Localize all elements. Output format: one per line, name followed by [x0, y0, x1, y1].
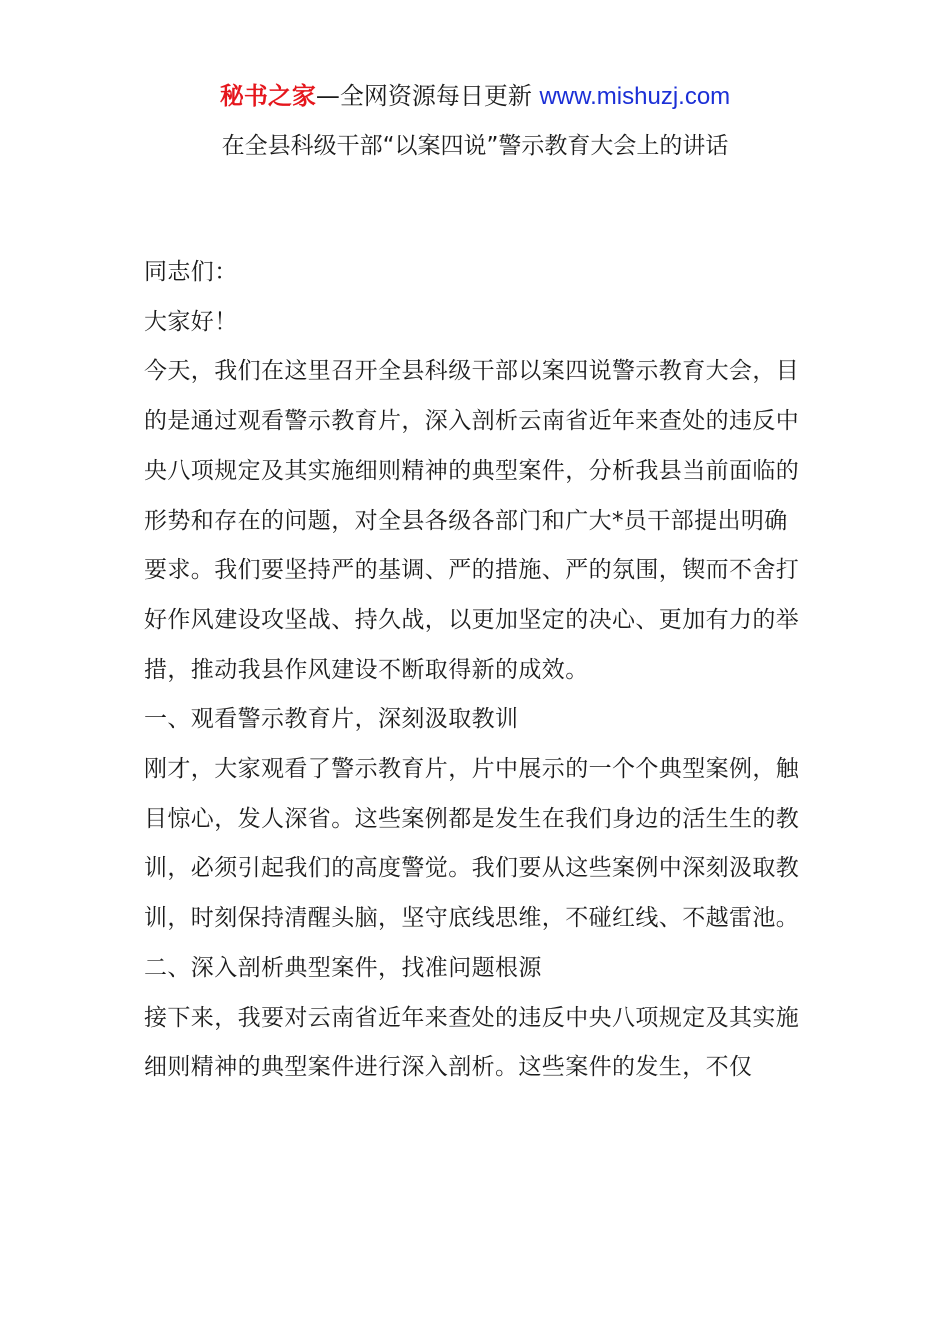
salutation: 同志们：: [144, 259, 238, 285]
section-1-paragraph: 刚才，大家观看了警示教育片，片中展示的一个个典型案例，触目惊心，发人深省。这些案例都是发生在我们身边的活生生的教训，必须引起我们的高度警觉。我们要从这些案例中深刻汲取教训，时刻保持清醒头脑，坚守底线思维，不碰红线、不越雷池。: [144, 756, 800, 932]
intro-paragraph: 今天，我们在这里召开全县科级干部以案四说警示教育大会，目的是通过观看警示教育片，深入剖析云南省近年来查处的违反中央八项规定及其实施细则精神的典型案件，分析我县当前面临的形势和存在的问题，对全县各级各部门和广大*员干部提出明确要求。我们要坚持严的基调、严的措施、严的氛围，锲而不舍打好作风建设攻坚战、持久战，以更加坚定的决心、更加有力的举措，推动我县作风建设不断取得新的成效。: [144, 358, 800, 683]
site-url-link[interactable]: www.mishuzj.com: [539, 83, 731, 110]
greeting: 大家好！: [144, 308, 238, 335]
section-1-heading: 一、观看警示教育片，深刻汲取教训: [144, 706, 519, 733]
brand-name: 秘书之家: [219, 82, 316, 110]
header-tagline: —全网资源每日更新: [315, 82, 540, 110]
section-2-heading: 二、深入剖析典型案件，找准问题根源: [144, 954, 542, 981]
section-2-paragraph: 接下来，我要对云南省近年来查处的违反中央八项规定及其实施细则精神的典型案件进行深入剖析。这些案件的发生，不仅: [144, 1004, 800, 1081]
document-body: [144, 248, 809, 1093]
document-title: 在全县科级干部“以案四说”警示教育大会上的讲话: [221, 133, 729, 159]
site-header: [0, 80, 950, 113]
